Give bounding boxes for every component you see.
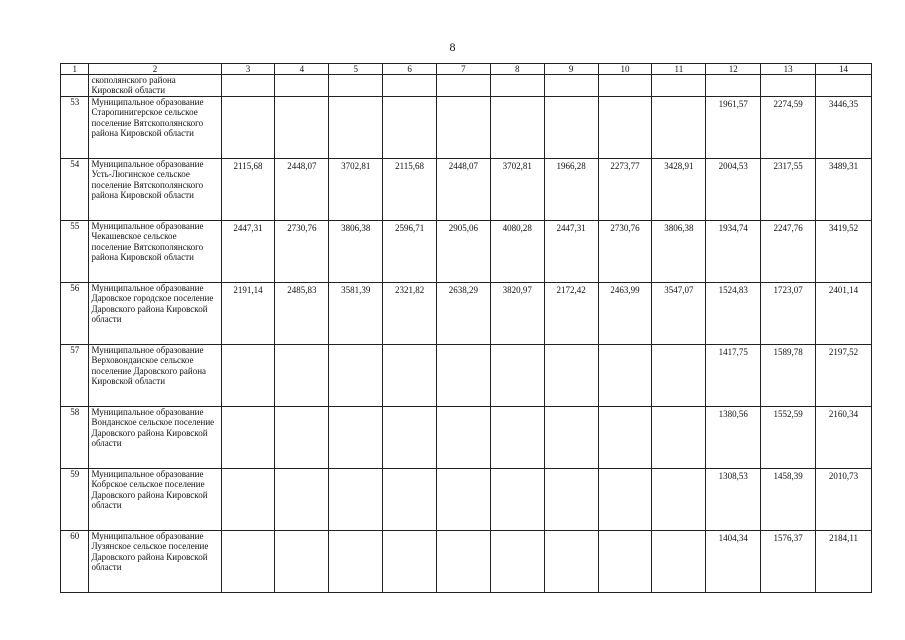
value-cell-col-7	[437, 407, 491, 469]
value-cell-col-14: 3419,52	[816, 221, 872, 283]
row-number	[61, 75, 89, 97]
value-cell-col-14: 2010,73	[816, 469, 872, 531]
value-cell-col-14: 2401,14	[816, 283, 872, 345]
column-header-10: 10	[598, 64, 652, 75]
table-row	[61, 159, 872, 221]
value-cell-col-9	[544, 345, 598, 407]
column-header-12: 12	[706, 64, 761, 75]
value-cell-col-10	[598, 407, 652, 469]
value-cell-col-4	[275, 345, 329, 407]
municipality-name: скополянского района Кировской области	[89, 75, 221, 97]
value-cell-col-3	[221, 75, 275, 97]
table-row	[61, 97, 872, 159]
municipality-name: Муниципальное образование Вонданское сельское поселение Даровского района Кировской области	[89, 407, 221, 469]
value-cell-col-6	[383, 75, 437, 97]
value-cell-col-5: 3702,81	[329, 159, 383, 221]
value-cell-col-7: 2638,29	[437, 283, 491, 345]
value-cell-col-3	[221, 97, 275, 159]
table-row	[61, 531, 872, 593]
value-cell-col-9	[544, 531, 598, 593]
value-cell-col-11	[652, 469, 706, 531]
municipality-name: Муниципальное образование Усть-Люгинское сельское поселение Вятскополянского района Кировской области	[89, 159, 221, 221]
value-cell-col-6	[383, 97, 437, 159]
value-cell-col-12: 1308,53	[706, 469, 761, 531]
value-cell-col-13	[761, 75, 816, 97]
value-cell-col-13: 2247,76	[761, 221, 816, 283]
value-cell-col-13: 1552,59	[761, 407, 816, 469]
value-cell-col-11	[652, 97, 706, 159]
value-cell-col-4	[275, 531, 329, 593]
value-cell-col-3	[221, 345, 275, 407]
value-cell-col-12	[706, 75, 761, 97]
value-cell-col-7	[437, 97, 491, 159]
value-cell-col-12: 1524,83	[706, 283, 761, 345]
value-cell-col-14: 2160,34	[816, 407, 872, 469]
value-cell-col-5	[329, 97, 383, 159]
table-row	[61, 469, 872, 531]
value-cell-col-8: 3702,81	[490, 159, 544, 221]
value-cell-col-5: 3581,39	[329, 283, 383, 345]
value-cell-col-8: 4080,28	[490, 221, 544, 283]
value-cell-col-11	[652, 407, 706, 469]
value-cell-col-6	[383, 469, 437, 531]
value-cell-col-10: 2463,99	[598, 283, 652, 345]
value-cell-col-8	[490, 345, 544, 407]
value-cell-col-12: 1380,56	[706, 407, 761, 469]
row-number: 53	[61, 97, 89, 159]
value-cell-col-8	[490, 469, 544, 531]
value-cell-col-12: 1934,74	[706, 221, 761, 283]
municipality-name: Муниципальное образование Старопинигерское сельское поселение Вятскополянского района Кировской области	[89, 97, 221, 159]
column-header-2: 2	[89, 64, 221, 75]
value-cell-col-5	[329, 469, 383, 531]
page-number: 8	[449, 40, 456, 54]
column-header-3: 3	[221, 64, 275, 75]
value-cell-col-4: 2485,83	[275, 283, 329, 345]
value-cell-col-10	[598, 75, 652, 97]
value-cell-col-11: 3428,91	[652, 159, 706, 221]
value-cell-col-10	[598, 97, 652, 159]
value-cell-col-10	[598, 531, 652, 593]
value-cell-col-3: 2115,68	[221, 159, 275, 221]
value-cell-col-4	[275, 97, 329, 159]
column-header-5: 5	[329, 64, 383, 75]
value-cell-col-9	[544, 97, 598, 159]
value-cell-col-7	[437, 531, 491, 593]
column-header-7: 7	[437, 64, 491, 75]
value-cell-col-3	[221, 469, 275, 531]
value-cell-col-13: 1589,78	[761, 345, 816, 407]
column-header-6: 6	[383, 64, 437, 75]
value-cell-col-13: 2317,55	[761, 159, 816, 221]
value-cell-col-12: 1961,57	[706, 97, 761, 159]
value-cell-col-11	[652, 345, 706, 407]
column-header-8: 8	[490, 64, 544, 75]
value-cell-col-13: 1723,07	[761, 283, 816, 345]
municipality-name: Муниципальное образование Чекашевское сельское поселение Вятскополянского района Кировской области	[89, 221, 221, 283]
value-cell-col-4: 2730,76	[275, 221, 329, 283]
value-cell-col-7: 2448,07	[437, 159, 491, 221]
column-header-9: 9	[544, 64, 598, 75]
row-number: 60	[61, 531, 89, 593]
value-cell-col-5: 3806,38	[329, 221, 383, 283]
municipality-name: Муниципальное образование Лузянское сельское поселение Даровского района Кировской области	[89, 531, 221, 593]
row-number: 57	[61, 345, 89, 407]
value-cell-col-11: 3806,38	[652, 221, 706, 283]
table-row	[61, 345, 872, 407]
value-cell-col-14: 3446,35	[816, 97, 872, 159]
value-cell-col-14: 2184,11	[816, 531, 872, 593]
value-cell-col-13: 1576,37	[761, 531, 816, 593]
value-cell-col-6: 2115,68	[383, 159, 437, 221]
value-cell-col-7: 2905,06	[437, 221, 491, 283]
value-cell-col-5	[329, 531, 383, 593]
row-number: 58	[61, 407, 89, 469]
value-cell-col-9: 2172,42	[544, 283, 598, 345]
value-cell-col-6: 2596,71	[383, 221, 437, 283]
value-cell-col-9: 1966,28	[544, 159, 598, 221]
value-cell-col-3: 2447,31	[221, 221, 275, 283]
value-cell-col-8	[490, 531, 544, 593]
value-cell-col-13: 1458,39	[761, 469, 816, 531]
value-cell-col-8	[490, 97, 544, 159]
column-header-13: 13	[761, 64, 816, 75]
value-cell-col-12: 1417,75	[706, 345, 761, 407]
value-cell-col-9	[544, 75, 598, 97]
value-cell-col-8	[490, 407, 544, 469]
column-header-14: 14	[816, 64, 872, 75]
municipality-name: Муниципальное образование Кобрское сельское поселение Даровского района Кировской области	[89, 469, 221, 531]
column-header-4: 4	[275, 64, 329, 75]
value-cell-col-10: 2273,77	[598, 159, 652, 221]
municipality-name: Муниципальное образование Верховондаиское сельское поселение Даровского района Кировской области	[89, 345, 221, 407]
value-cell-col-11: 3547,07	[652, 283, 706, 345]
municipality-name: Муниципальное образование Даровское городское поселение Даровского района Кировской области	[89, 283, 221, 345]
value-cell-col-4	[275, 469, 329, 531]
value-cell-col-5	[329, 75, 383, 97]
value-cell-col-8: 3820,97	[490, 283, 544, 345]
value-cell-col-7	[437, 75, 491, 97]
value-cell-col-14	[816, 75, 872, 97]
column-header-11: 11	[652, 64, 706, 75]
table-row	[61, 283, 872, 345]
row-number: 55	[61, 221, 89, 283]
value-cell-col-4: 2448,07	[275, 159, 329, 221]
value-cell-col-11	[652, 75, 706, 97]
value-cell-col-4	[275, 75, 329, 97]
row-number: 56	[61, 283, 89, 345]
value-cell-col-3	[221, 531, 275, 593]
value-cell-col-5	[329, 345, 383, 407]
value-cell-col-13: 2274,59	[761, 97, 816, 159]
value-cell-col-10	[598, 345, 652, 407]
value-cell-col-6	[383, 345, 437, 407]
value-cell-col-12: 2004,53	[706, 159, 761, 221]
value-cell-col-9	[544, 469, 598, 531]
value-cell-col-14: 2197,52	[816, 345, 872, 407]
table-row	[61, 221, 872, 283]
tariff-table	[60, 63, 872, 593]
value-cell-col-8	[490, 75, 544, 97]
value-cell-col-7	[437, 469, 491, 531]
value-cell-col-7	[437, 345, 491, 407]
table-row-continued	[61, 75, 872, 97]
column-header-1: 1	[61, 64, 89, 75]
row-number: 59	[61, 469, 89, 531]
value-cell-col-3: 2191,14	[221, 283, 275, 345]
value-cell-col-9	[544, 407, 598, 469]
value-cell-col-10	[598, 469, 652, 531]
value-cell-col-6	[383, 531, 437, 593]
row-number: 54	[61, 159, 89, 221]
value-cell-col-6	[383, 407, 437, 469]
value-cell-col-11	[652, 531, 706, 593]
table-row	[61, 407, 872, 469]
value-cell-col-10: 2730,76	[598, 221, 652, 283]
value-cell-col-14: 3489,31	[816, 159, 872, 221]
value-cell-col-3	[221, 407, 275, 469]
value-cell-col-5	[329, 407, 383, 469]
value-cell-col-9: 2447,31	[544, 221, 598, 283]
value-cell-col-4	[275, 407, 329, 469]
value-cell-col-12: 1404,34	[706, 531, 761, 593]
value-cell-col-6: 2321,82	[383, 283, 437, 345]
header-row	[61, 64, 872, 75]
